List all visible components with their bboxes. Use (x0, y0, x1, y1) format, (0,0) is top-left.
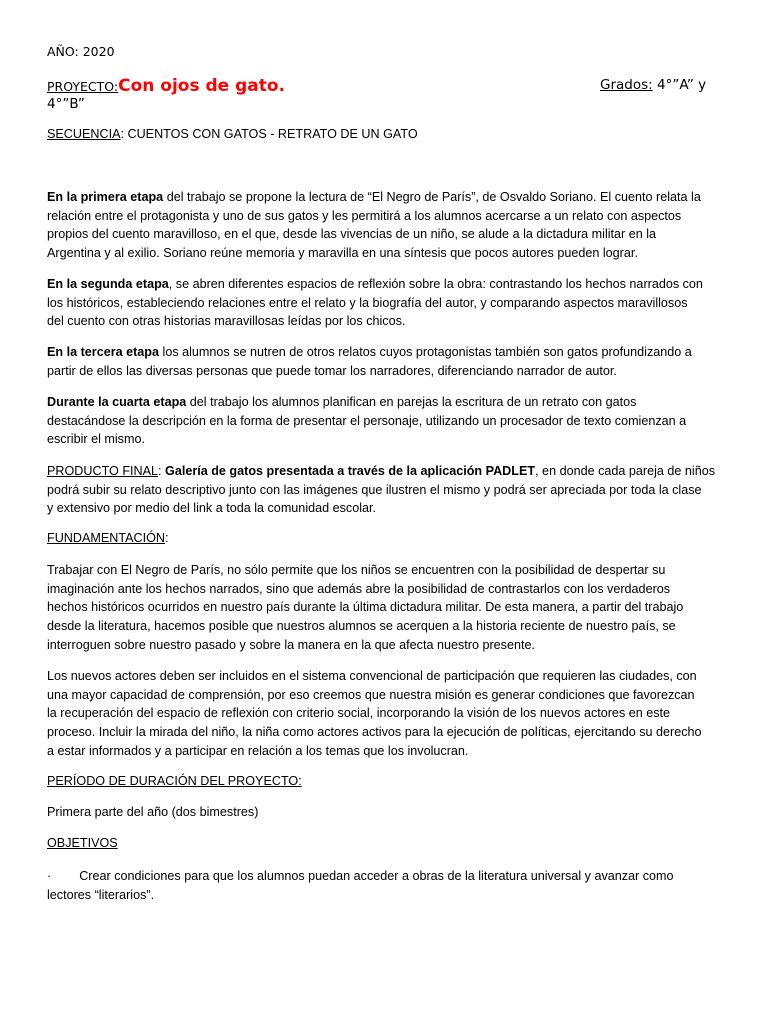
grades-value: 4°”A” y (652, 77, 707, 93)
stage-text: los históricos, estableciendo relaciones entre el relato y la biografía del autor, y comparando aspectos maravillosos (47, 295, 688, 310)
body-line: desde la literatura, hacemos posible que nuestros alumnos se acerquen a la historia reciente de nuestro país, se (47, 619, 676, 634)
body-line: interroguen sobre nuestro pasado y sobre la manera en la que afecta nuestro presente. (47, 637, 535, 652)
fundamentacion-label: FUNDAMENTACIÓN (47, 531, 166, 545)
stage-text: , se abren diferentes espacios de reflexión sobre la obra: contrastando los hechos narrados con (168, 277, 703, 291)
objective-text: lectores “literarios”. (47, 887, 155, 902)
body-line: una mayor capacidad de comprensión, por eso creemos que nuestra misión es generar condiciones que favorezcan (47, 687, 695, 702)
stage-text: del trabajo se propone la lectura de “El Negro de París”, de Osvaldo Soriano. El cuento relata la (163, 190, 701, 204)
stage-text: propios del cuento maravilloso, en el que, desde las vivencias de un niño, se alude a la dictadura militar en la (47, 227, 657, 242)
sequence-line (47, 127, 418, 141)
product-colon: : (158, 464, 166, 478)
body-line: Trabajar con El Negro de París, no sólo permite que los niños se encuentren con la posibilidad de despertar su (47, 563, 666, 577)
stage-text: los alumnos se nutren de otros relatos cuyos protagonistas también son gatos profundizando a (159, 345, 692, 359)
bullet-icon: · (47, 869, 52, 883)
project-title: Con ojos de gato. (118, 76, 286, 96)
periodo-text: Primera parte del año (dos bimestres) (47, 805, 259, 819)
sequence-text: : CUENTOS CON GATOS - RETRATO DE UN GATO (120, 127, 418, 141)
fundamentacion-paragraph-2 (47, 667, 727, 761)
sequence-label: SECUENCIA (47, 127, 121, 141)
stage-heading: En la primera etapa (47, 190, 164, 204)
product-text: , en donde cada pareja de niños (535, 464, 716, 478)
body-line: la recuperación del espacio de reflexión con criterio social, incorporando la visión de los nuevos actores en este (47, 706, 671, 721)
fundamentacion-heading (47, 531, 169, 545)
grades-label: Grados: (600, 77, 653, 93)
fundamentacion-paragraph-1 (47, 561, 727, 655)
stage-text: relación entre el protagonista y uno de sus gatos y les permitirá a los alumnos acercarse a un relato con aspectos (47, 208, 682, 223)
stage-text: destacándose la descripción en la forma de presentar el personaje, utilizando un procesador de texto comienzan a (47, 413, 687, 428)
stage-text: del trabajo los alumnos planifican en parejas la escritura de un retrato con gatos (186, 395, 637, 409)
project-label: PROYECTO: (47, 79, 119, 94)
stage-paragraph-1 (47, 188, 727, 263)
project-line (47, 76, 285, 96)
body-line: proceso. Incluir la mirada del niño, la niña como actores activos para la ejecución de políticas, ejercitando su derecho (47, 725, 702, 740)
objective-text: Crear condiciones para que los alumnos puedan acceder a obras de la literatura universal y avanzar como (79, 869, 674, 883)
body-line: Los nuevos actores deben ser incluidos en el sistema convencional de participación que requieren las ciudades, con (47, 669, 697, 683)
product-title: Galería de gatos presentada a través de la aplicación PADLET (165, 464, 536, 478)
objetivos-heading: OBJETIVOS (47, 836, 118, 850)
product-paragraph (47, 462, 727, 518)
product-label: PRODUCTO FINAL (47, 464, 159, 478)
stage-heading: En la segunda etapa (47, 277, 169, 291)
fundamentacion-colon: : (165, 531, 169, 545)
product-text: podrá subir su relato descriptivo junto con las imágenes que ilustren el mismo y podrá ser apreciada por toda la clase (47, 482, 702, 497)
product-text: y extensivo por medio del link a toda la comunidad escolar. (47, 501, 377, 516)
stage-heading: En la tercera etapa (47, 345, 160, 359)
grades-value-continued: 4°”B” (47, 96, 85, 112)
stage-paragraph-2 (47, 275, 727, 331)
stage-text: Argentina y al exilio. Soriano reúne memoria y maravilla en una síntesis que pocos autores pueden lograr. (47, 246, 638, 261)
stage-paragraph-4 (47, 393, 727, 449)
body-line: a estar informados y a participar en relación a los temas que los involucran. (47, 743, 469, 758)
stage-paragraph-3 (47, 343, 727, 380)
stage-text: del cuento con otras historias maravillosas leídas por los chicos. (47, 314, 406, 329)
objetivos-list (47, 867, 727, 904)
periodo-heading: PERÍODO DE DURACIÓN DEL PROYECTO: (47, 774, 302, 788)
body-line: hechos históricos ocurridos en nuestro país durante la última dictadura militar. De esta manera, a partir del trabajo (47, 600, 684, 615)
grades-line (600, 77, 706, 93)
year-line: AÑO: 2020 (47, 44, 115, 59)
body-line: imaginación ante los hechos narrados, sino que además abre la posibilidad de contrastarlos con los verdaderos (47, 581, 671, 596)
stage-heading: Durante la cuarta etapa (47, 395, 187, 409)
stage-text: escribir el mismo. (47, 432, 145, 447)
stage-text: partir de ellos las diversas personas que puede tomar los narradores, diferenciando narrador de autor. (47, 363, 617, 378)
